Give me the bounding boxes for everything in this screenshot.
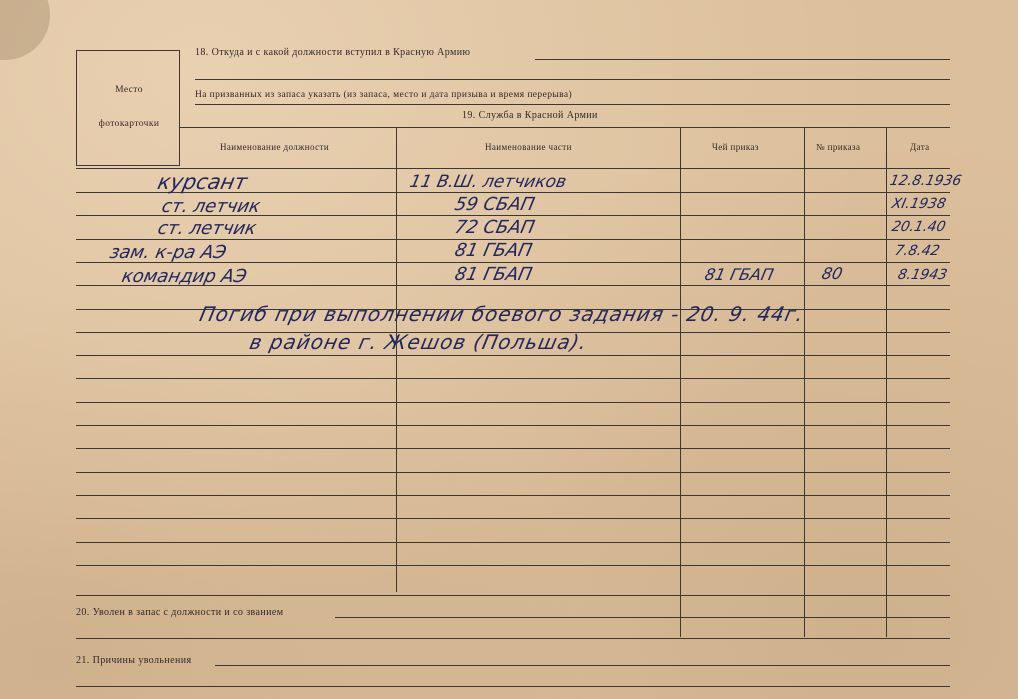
row-5-order-no: 80	[819, 264, 845, 283]
table-row-line	[76, 472, 950, 473]
column-divider-1	[396, 127, 397, 592]
section-18-fill-line	[535, 59, 950, 60]
section-20-fill-line	[335, 617, 950, 618]
column-divider-4	[886, 127, 887, 637]
table-row-line	[76, 495, 950, 496]
section-21-bottom-line	[76, 686, 950, 687]
section-20-bottom-line	[76, 638, 950, 639]
photo-placeholder-box	[76, 50, 180, 166]
header-position: Наименование должности	[220, 142, 330, 152]
row-2-position: ст. летчик	[159, 196, 263, 217]
death-note-line2: в районе г. Жешов (Польша).	[247, 330, 590, 354]
header-date: Дата	[910, 142, 930, 152]
section-21-fill-line	[215, 665, 950, 666]
table-header-bottom-border	[76, 168, 950, 169]
reserve-note-line	[195, 104, 950, 105]
header-order-by: Чей приказ	[712, 142, 759, 152]
header-unit: Наименование части	[485, 142, 572, 152]
table-row-line	[76, 518, 950, 519]
row-5-position: командир АЭ	[119, 266, 249, 287]
column-divider-2	[680, 127, 681, 637]
table-row-line	[76, 378, 950, 379]
section-18-label: 18. Откуда и с какой должности вступил в Красную Армию	[195, 47, 471, 58]
row-5-date: 8.1943	[896, 267, 949, 283]
section-21-label: 21. Причины увольнения	[76, 655, 192, 666]
header-order-no: № приказа	[816, 142, 861, 152]
row-1-date: 12.8.1936	[888, 173, 963, 189]
section-18-second-line	[195, 79, 950, 80]
table-row-line	[76, 542, 950, 543]
table-top-border	[180, 127, 950, 128]
photo-label-line2: фотокарточки	[98, 119, 160, 129]
row-1-unit: 11 В.Ш. летчиков	[407, 172, 569, 192]
table-row-line	[76, 565, 950, 566]
section-20-top-line	[76, 595, 950, 596]
section-19-title: 19. Служба в Красной Армии	[462, 110, 598, 121]
reserve-note: На призванных из запаса указать (из запаса, место и дата призыва и время перерыва)	[195, 90, 573, 100]
death-note-line1: Погиб при выполнении боевого задания - 20. 9. 44г.	[197, 302, 807, 326]
row-1-position: курсант	[155, 170, 250, 194]
row-3-position: ст. летчик	[155, 218, 259, 239]
section-20-label: 20. Уволен в запас с должности и со званием	[76, 607, 284, 618]
table-row-line	[76, 425, 950, 426]
photo-label-line1: Место	[115, 85, 143, 95]
row-4-date: 7.8.42	[893, 243, 942, 259]
table-row-line	[76, 355, 950, 356]
row-5-unit: 81 ГБАП	[452, 264, 535, 285]
table-row-line	[76, 402, 950, 403]
row-2-unit: 59 СБАП	[452, 194, 537, 215]
row-5-order-by: 81 ГБАП	[702, 265, 776, 284]
column-divider-3	[804, 127, 805, 637]
row-4-position: зам. к-ра АЭ	[107, 242, 229, 263]
row-3-date: 20.1.40	[890, 219, 948, 235]
corner-stain	[0, 0, 50, 60]
row-4-unit: 81 ГБАП	[452, 240, 535, 261]
row-2-date: XI.1938	[890, 196, 948, 212]
table-row-line	[76, 448, 950, 449]
row-3-unit: 72 СБАП	[452, 217, 537, 238]
